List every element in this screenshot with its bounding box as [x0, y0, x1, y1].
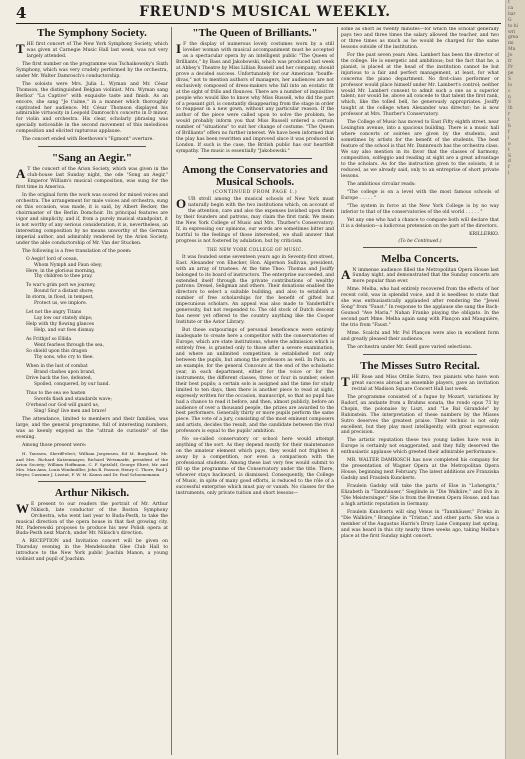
poem-line: Whom Nymph and Faun obey, [34, 262, 103, 268]
edge-fragment: grea [508, 35, 519, 41]
edge-fragment: h [508, 124, 511, 130]
article-paragraph: Mme. Scalchi and Mr. Pol Plançon were also in excellent form and greatly pleased their audience. [341, 331, 499, 342]
section-rule [363, 354, 477, 355]
poem-line: As Frithjof so Ellida [26, 337, 72, 343]
article-paragraph: The programme consisted of a fugue by Mozart, variations by Rudorf, an andante from a Brahms sonata, the rondo opus 73 by Chopin, the polonaise by Liszt, and "Le Bal Girandole" by Rubinstein. The interpretation of these numbers by the Misses Sutro deserves the greatest praise. Their technic is not only excellent, but they play most intelligently, with great expression and precision. [341, 394, 499, 436]
section-rule [198, 158, 312, 159]
edge-fragment: t [508, 147, 510, 153]
poem-line: Thy children to thee pray. [34, 274, 93, 280]
edge-fragment: n [508, 94, 511, 100]
article-paragraph: The artistic reputation these two young ladies have won in Europe is certainly not exaggerated, and they fully deserved the enthusiastic applause which greeted their admirable performance. [341, 438, 499, 456]
edge-fragment: f [508, 129, 510, 135]
article-paragraph: A T the concert of the Arion Society, which was given in the club-house last Sunday night, the ode "Song an Aegir," Emperor William's musical composition, was sung for the first time in America. [16, 166, 168, 191]
article-paragraph: W E present to our readers the portrait of Mr. Arthur Nikisch, late conductor of the Boston Symphony Orchestra, who went last year to Buda-Pesth, to take the musical direction of the opera house in that fast growing city. Mr. Paderewski proposes to produce his new Polish opera at Buda-Pesth next March, under Mr. Nikisch's direction. [16, 500, 168, 537]
drop-cap: A [341, 266, 351, 282]
article-title-aegir: "Sang an Aegir." [52, 152, 132, 165]
poem-line: In storm, in flood, in tempest, [26, 295, 94, 301]
article-paragraph: "The college is on a level with the most famous schools of Europe . . . . . " [341, 189, 499, 201]
section-rule [38, 146, 146, 147]
poem-line: Drive back the foe, defeated, [26, 375, 93, 381]
to-be-continued: (To be Continued.) [398, 238, 442, 244]
article-paragraph: No so-called conservatory or school here would attempt anything of the sort. As they depend mostly for their maintenance on the amateur element which pays, they would not frighten it away by a competition, nor even a comparison with the professional students. Among these last very few would submit to fill up the programme of the Conservatory under the title. There, whoever stays backward, is dismissed. Consequently, the College of Music, in spite of many good efforts, is reduced to the rôle of a successful enterprise which must pay or vanish. No classes for the instruments, only private tuition and short lessons— [176, 437, 334, 496]
article-paragraph: The orchestra under Mr. Seidl gave varied selections. [347, 344, 473, 350]
page-number: 4 [16, 4, 27, 22]
column-divider [171, 27, 172, 755]
facing-page-edge [505, 0, 525, 759]
article-paragraph: Yet any one who had a chance to compare both will declare that it is a delusion—a ludicrous pretension on the part of the directors. [341, 217, 499, 229]
column-middle [176, 27, 334, 499]
article-paragraph: Among those present were: [22, 443, 87, 449]
poem-line: Help, and our foes dismay. [34, 328, 95, 334]
drop-cap: T [341, 373, 350, 389]
section-subheading: THE NEW YORK COLLEGE OF MUSIC. [206, 246, 304, 252]
edge-fragment: mi [508, 41, 514, 47]
poem-line: Let not the angry Titans [26, 310, 82, 316]
poem [26, 257, 168, 415]
edge-fragment: fr [508, 59, 512, 65]
article-paragraph: Fraulein Kunckerts will sing Venus in "Tannhäuser," Frieka in "Die Walküre," Brangäne in "Tristan," and other parts. She was a member of the Augustus Harris's Drury Lane Company last spring, and was heard in this city nearly three weeks ago, taking Melba's place at the first Sunday night concert. [341, 509, 499, 539]
edge-fragment: Mu [508, 47, 516, 53]
drop-cap: T [16, 41, 25, 56]
poem-line: Swords flash and standards wave; [34, 396, 112, 402]
column-divider [337, 27, 338, 755]
article-paragraph: The College of Music has moved to East Fifty eighth street, near Lexington avenue, into a spacious building. There is a music hall where concerts or soirées are given by the students, and sometimes by artists for the benefit of the students. The best feature of the school is that Mr. Dannreuch has the orchestra class. We say also mention in its favor that the classes of harmony, composition, solfeggio and reading at sight are a great advantage to the scholars. As for the instruction given to the soloists, it is reduced, as we already said, only to an entreprise of short private lessons. [341, 120, 499, 179]
article-paragraph: The ambitious circular reads: [347, 181, 416, 187]
section-rule [363, 247, 477, 248]
poem-line: To war's grim port we journey, [26, 283, 96, 289]
article-paragraph: I F the display of numerous lovely costumes worn by a still lovelier woman with musical accompaniment must be accepted as a spectacular opera by an intelligent public "The Queen of Brilliants," by Bass and Jakobowski, which was produced last week at Abbey's Theatre by Miss Lillian Russell and her company, should prove a decided success. Unfortunately for our American "bouffe-divas," not to mention authors of managers, her audiences are not exclusively composed of dress-makers who fall into an ecstatic fit at the sight of frills and flounces. There are a number of inquisitive people who would like to know why Miss Russell, who did the part of a peasant girl, is constantly disappearing from the stage in order to reappear in a new gown, without any particular reason. If the author of the piece were called upon to solve the problem, he would probably inform you that Miss Russell ordered a certain number of "situations" to suit her change of costume. "The Queen of Brilliants" offers no further interest. We have been informed that the play has been rewritten and improved since it was produced in London. If such is the case, the British public has our heartfelt sympathy. The music is essentially "Jakobowski." [176, 41, 334, 155]
poem-line: Thy sons, who cry to thee. [34, 354, 94, 360]
edge-fragment: wri [508, 29, 516, 35]
poem-line: Brand clashes upon brand, [34, 369, 96, 375]
edge-fragment: bar [508, 11, 516, 17]
article-paragraph: THE Rose and Miss Ottilie Sutro, two pianists who have won great success abroad as ensemble players, gave an invitation recital at Madison Square Concert Hall last week. [341, 373, 499, 392]
edge-fragment: i [508, 135, 510, 141]
article-paragraph: "The system in force at the New York College is by no way inferior to that of the conservatories of the old world . . . . . " [341, 203, 499, 215]
article-paragraph: some as short as twenty minutes—for which the scholar generally pays two and three times the salary allowed the teacher, and two or three times as much as he would be charged for the same lessons outside of the institution. [341, 27, 499, 50]
article-paragraph: MR. WALTER DAMROSCH has now completed his company for the presentation of Wagner Opera at the Metropolitan Opera House, beginning next February. The latest additions are Franziska Gadsky and Fraulein Kunckerts. [341, 458, 499, 482]
article-title-nikisch: Arthur Nikisch. [54, 486, 130, 499]
author-signature: KRILLERKO. [469, 231, 499, 237]
edge-fragment: f [508, 165, 510, 171]
edge-fragment: Jo [508, 53, 513, 59]
article-paragraph: For the past seven years Alex. Lambert has been the director of the college. He is energetic and ambitious; but the fact that he, a pianist, is placed at the head of the institution cannot be but injurious to a fair and perfect management, at least, for what concerns the piano department. No first-class performer or professor would place himself under Mr. Lambert's control; neither would Mr. Lambert consent to admit such a one as a superior talent; nor would he, above all concede to that talent the first rank, which, like the tolled bell, he generously appropriates. Josiffy taught at the college when Alexander was director; he is now professor at Mrs. Thurber's Conservatory. [341, 52, 499, 118]
edge-fragment: S [508, 100, 512, 106]
article-paragraph: The first number on the programme was Tschaikowsky's Sixth Symphony, which was very crudely performed by the orchestra, under Mr. Walter Damrosch's conductorship. [16, 61, 168, 79]
article-paragraph: The following is a free translation of the poem: [22, 248, 132, 254]
edge-fragment: S [508, 76, 512, 82]
section-rule [38, 481, 146, 482]
edge-fragment: d [508, 159, 511, 165]
edge-fragment: i [508, 171, 510, 177]
column-right [341, 27, 499, 542]
drop-cap: O [176, 196, 187, 212]
poem-line: Here, in the glorious morning, [26, 268, 96, 274]
poem-line: When in the lust of combat [26, 363, 88, 369]
column-left [16, 27, 168, 565]
article-paragraph: The soloists were Mrs. Julia L. Wyman and Mr. César Thomson, the distinguished Belgian violinist. Mrs. Wyman sang Berlioz' "La Captive" with exquisite taste and finish. As an encore, she sang "Je t'aime," in a manner which thoroughly captivated her audience. Mr. César Thomson displayed his admirable virtuosity in Leopold Damrosch's concerto in D minor, for violin and orchestra. His clear, scholarly phrasing was specially noticeable in the second movement of this melodious composition and elicited rapturous applause. [16, 81, 168, 135]
drop-cap: A [16, 166, 26, 182]
poem-line: Sing! Sing! live men and brave! [34, 408, 107, 414]
edge-fragment: to hi [508, 23, 519, 29]
article-paragraph: But these outpourings of personal beneficence were entirely inadequate to create here a competitor with the conservatories of Europe, which are state institutions, where the admission which is entirely free, is granted only to those after a severe examination, and where an unlimited competition is established not only between the pupils, but among the professors as well. In Paris, as an example, for the general Concours at the end of the scholastic year, in each department, either for the voice or for the instruments, the different classes, three or four in number, select their best pupils; a certain solo is assigned and the time for study limited to ten days, then there is another piece to read at sight, expressly written for the occasion, manuscript, so that no pupil has had a chance to read it before, and then, almost publicly, before an audience of over a thousand people, the prizes are awarded to the best performers. Generally thirty or more pupils perform the same piece. The vote of a jury, consisting of the most eminent composers and artists, decides the result, and the candidate between the rival professors is equal to the pupils' ambition. [176, 328, 334, 435]
poem-line: Help with thy flowing glances [26, 322, 95, 328]
masthead-title: FREUND'S MUSICAL WEEKLY. [139, 4, 391, 20]
poem-line: O'erhead our God will guard us, [26, 402, 100, 408]
article-title-brilliants: "The Queen of Brilliants." [192, 27, 318, 39]
poem-line: Spoiled, conquered, by our hand. [34, 381, 110, 387]
edge-fragment: o [508, 141, 511, 147]
poem-line: O Aegir! lord of ocean, [26, 256, 79, 262]
article-paragraph: In the original form the work was scored for mixed voices and orchestra. The arrangement for male voices and orchestra, sung on this occasion, was made, it is said, by Albert Becker, the choirmaster of the Berlin Domchoir. Its principal features are vigor and simplicity, and if, from a purely musical standpoint, it is not worthy of any serious consideration, it is, nevertheless, an interesting composition by no means unworthy of the German imperial author, and admirably rendered by the Arion Society, under the able conductorship of Mr. Van der Stucken. [16, 193, 168, 246]
edge-fragment: ca [508, 5, 514, 11]
attendee-list: H. Tanssen, Sheriff-elect; William Jorgensen, Ed M. Burghard, Mr. and Mrs. Richard Katzenmayer, Richard Wetzmarkt, president of the Arion Society; William Hoffmann, C. F. Spitzlolf, George Ehret, Mr. and Mrs. Max Ams, Louis Windmüller, John B. Passow, Henry C. Thore, Rud J. Meyer, Cassimir J. Lisstat, F. W. M. Kauns and Dr. Paul Schoenemann. [16, 451, 168, 478]
article-title-symphony: The Symphony Society. [37, 27, 147, 39]
edge-fragment: r [508, 112, 511, 118]
poem-line: Went fearless through the sea, [34, 342, 104, 348]
article-paragraph: OUR stroll among the musical schools of New York must naturally begin with the two institutions which, on account of the attention, care and also the expenses lavished upon them by their founders and patrons, may claim the first rank. We mean the New York College of Music and Mrs. Thurber's Conservatory. If, in expressing our opinions, our words are sometimes bitter and hurtful to the feelings of those interested, we shall answer that progress is not fostered by adulation, but by criticism. [176, 196, 334, 244]
edge-fragment: c [508, 88, 511, 94]
header-rule [16, 23, 501, 24]
continued-note: (CONTINUED FROM PAGE 1.) [212, 190, 298, 196]
poem-line: Bound for a distant shore; [34, 289, 94, 295]
edge-fragment: t [508, 118, 510, 124]
article-paragraph: THE first concert of The New York Symphony Society, which was given at Carnegie Music Hall last week, was not very largely attended. [16, 41, 168, 59]
drop-cap: W [16, 500, 29, 516]
article-paragraph: The concert ended with Beethoven's "Egmont" overture. [22, 137, 154, 143]
article-title-sutro: The Misses Sutro Recital. [360, 359, 480, 372]
article-paragraph: The attendance, limited to members and their families, was large, and the general programme, full of interesting numbers, was as keenly enjoyed as the "attrait de curiosité" of the evening. [16, 417, 168, 441]
poem-line: So shield upon this dragon [26, 348, 88, 354]
article-paragraph: It was founded some seventeen years ago in Seventy-first street, East. Alexander von Ehecker, Hon. Algernon Sullivan, president, with an array of trustees. At the time Theo. Thomas and Josiffy belonged to its board of instructors. The enterprise succeeded, and extended itself through the private contributions of wealthy patrons: Drexel, Seligman and others. Their donations enabled the directors to select a suitable building, and also to establish a number of free scholarships for the benefit of gifted but impecunious scholars. An appeal was also made to Vanderbilt's generosity, but not responded to. The old stock of Dutch descent has never yet offered to the country anything like the Cooper Institute or the Astor Library. [176, 254, 334, 326]
edge-fragment: Pr [508, 64, 514, 70]
edge-fragment: lo [508, 82, 513, 88]
drop-cap: I [176, 41, 182, 56]
edge-fragment: th [508, 106, 513, 112]
article-title-melba: Melba Concerts. [381, 252, 459, 265]
article-title-conservatories: Among the Conservatories and Musical Schools. [182, 164, 328, 189]
edge-fragment: pe [508, 70, 514, 76]
article-paragraph: Fraulein Gadsky will take the parts of Else in "Lohengrin," Elizabeth in "Tannhäuser," Sieglinde in "Die Walküre," and Eva in "Die Meistersinger." She is from the Bremen Opera House, and has a high artistic reputation in Germany. [341, 484, 499, 507]
edge-fragment: S [508, 153, 512, 159]
edge-fragment: G [508, 17, 512, 23]
article-paragraph: A RECEPTION and Invitation concert will be given on Thursday evening in the Mendelssohn Glee Club Hall to introduce to the New York public Joachin Manon, a young violinist and pupil of Joachim. [16, 539, 168, 563]
article-paragraph: Mme. Melba, who had entirely recovered from the effects of her recent cold, was in splendid voice, and it is needless to state that she was enthusiastically applauded after rendering the "Jewel Song" from "Faust." In response to the applause she sang the Bach-Gounod "Ave Maria," Nahan Franko playing the obligato. In the second part Mme. Melba again sang with Plançon and Mauguière, the trio from "Faust." [341, 287, 499, 329]
edge-fragment: t [508, 0, 510, 5]
poem-line: Lay low our stately ships; [34, 316, 93, 322]
poem-line: Thus to the sea we hasten [26, 390, 86, 396]
article-paragraph: A N immense audience filled the Metropolitan Opera House last Sunday night, and demonstrated that the Sunday concerts are more popular than ever. [341, 266, 499, 285]
poem-line: Protect us, we implore. [34, 301, 88, 307]
